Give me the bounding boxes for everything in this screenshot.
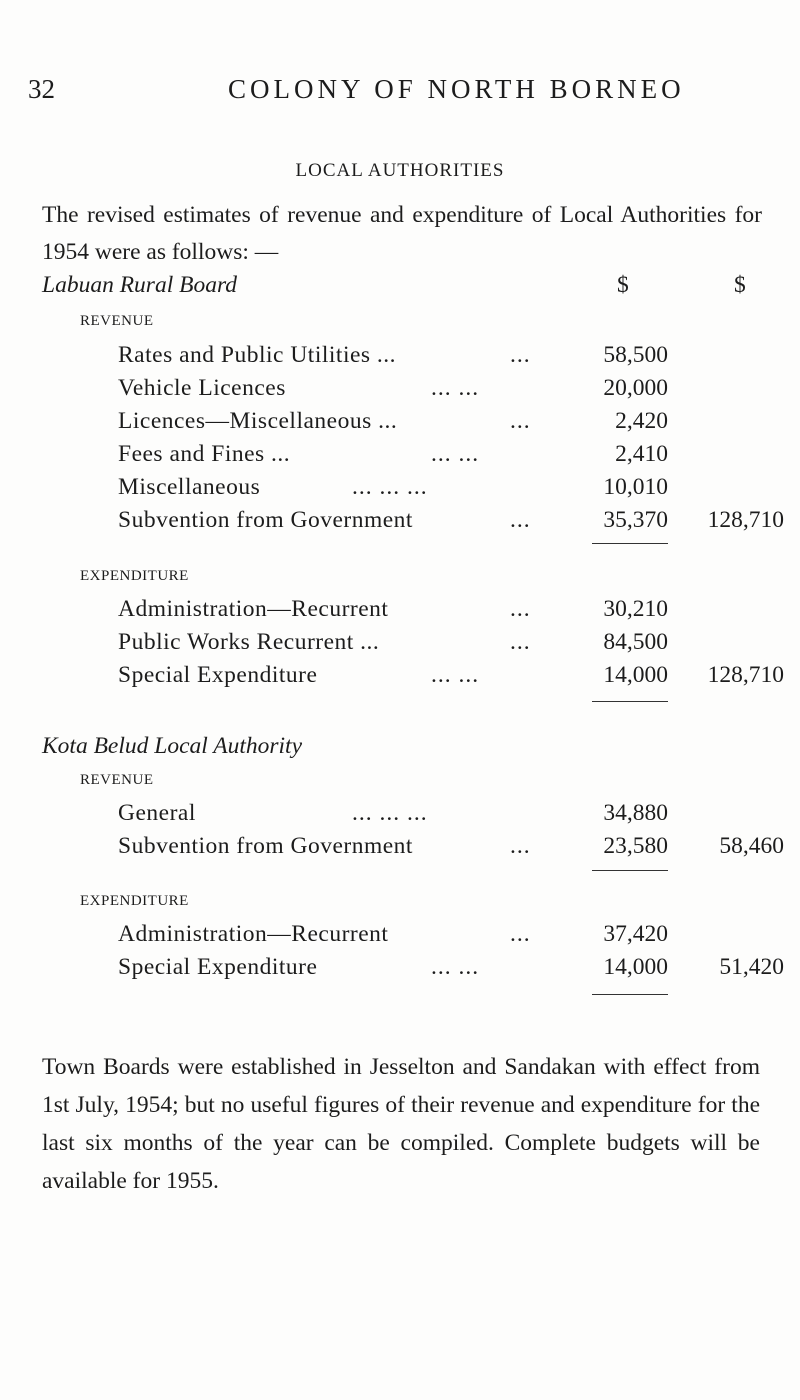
table-row-label: Miscellaneous	[118, 474, 261, 500]
amount: 20,000	[603, 375, 668, 401]
amount: 58,500	[603, 342, 668, 368]
leader-dots: ...	[510, 833, 531, 859]
leader-dots: ...	[510, 596, 531, 622]
table-row-label: Administration—Recurrent	[118, 921, 389, 947]
leader-dots: ...	[510, 408, 531, 434]
table-row-label: Rates and Public Utilities ...	[118, 342, 397, 368]
leader-dots: ... ... ...	[352, 800, 428, 826]
table-row-label: General	[118, 800, 196, 826]
amount: 2,410	[615, 441, 668, 467]
amount: 14,000	[603, 954, 668, 980]
labuan-revenue-label: REVENUE	[80, 313, 154, 329]
total: 128,710	[707, 662, 784, 688]
total: 51,420	[719, 954, 784, 980]
amount: 37,420	[603, 921, 668, 947]
total-rule	[592, 543, 668, 544]
closing-paragraph: Town Boards were established in Jesselton and Sandakan with effect from 1st July, 1954; but no useful figures of their revenue and expenditure for the last six months of the year can be compiled. Complete budgets will be available for 1955.	[42, 1054, 760, 1194]
running-title: COLONY OF NORTH BORNEO	[228, 74, 685, 104]
total-rule	[592, 994, 668, 995]
table-row-label: Licences—Miscellaneous ...	[118, 408, 398, 434]
amount: 34,880	[603, 800, 668, 826]
table-row-label: Subvention from Government	[118, 833, 413, 859]
leader-dots: ...	[510, 629, 531, 655]
total-rule	[592, 701, 668, 702]
amount: 84,500	[603, 629, 668, 655]
table-row-label: Special Expenditure	[118, 954, 318, 980]
table-row-label: Public Works Recurrent ...	[118, 629, 380, 655]
leader-dots: ... ... ...	[352, 474, 428, 500]
amount: 2,420	[615, 408, 668, 434]
page-number: 32	[28, 74, 55, 104]
labuan-title: Labuan Rural Board	[42, 272, 237, 298]
column-1-heading: $	[617, 272, 629, 298]
leader-dots: ... ...	[431, 662, 480, 688]
leader-dots: ...	[510, 921, 531, 947]
table-row-label: Special Expenditure	[118, 662, 318, 688]
section-title: LOCAL AUTHORITIES	[295, 160, 505, 181]
column-2-heading: $	[734, 272, 746, 298]
leader-dots: ... ...	[431, 954, 480, 980]
amount: 35,370	[603, 507, 668, 533]
kota-belud-revenue-label: REVENUE	[80, 772, 154, 788]
amount: 10,010	[603, 474, 668, 500]
kota-belud-title: Kota Belud Local Authority	[42, 733, 303, 759]
table-row-label: Vehicle Licences	[118, 375, 286, 401]
labuan-expenditure-label: EXPENDITURE	[80, 568, 189, 584]
leader-dots: ...	[510, 342, 531, 368]
total: 128,710	[707, 507, 784, 533]
total-rule	[592, 870, 668, 871]
table-row-label: Subvention from Government	[118, 507, 413, 533]
kota-belud-expenditure-label: EXPENDITURE	[80, 893, 189, 909]
leader-dots: ... ...	[431, 375, 480, 401]
leader-dots: ... ...	[431, 441, 480, 467]
table-row-label: Fees and Fines ...	[118, 441, 291, 467]
amount: 30,210	[603, 596, 668, 622]
total: 58,460	[719, 833, 784, 859]
amount: 23,580	[603, 833, 668, 859]
table-row-label: Administration—Recurrent	[118, 596, 389, 622]
intro-paragraph: The revised estimates of revenue and expenditure of Local Authorities for 1954 were as follows: —	[42, 202, 762, 265]
leader-dots: ...	[510, 507, 531, 533]
amount: 14,000	[603, 662, 668, 688]
